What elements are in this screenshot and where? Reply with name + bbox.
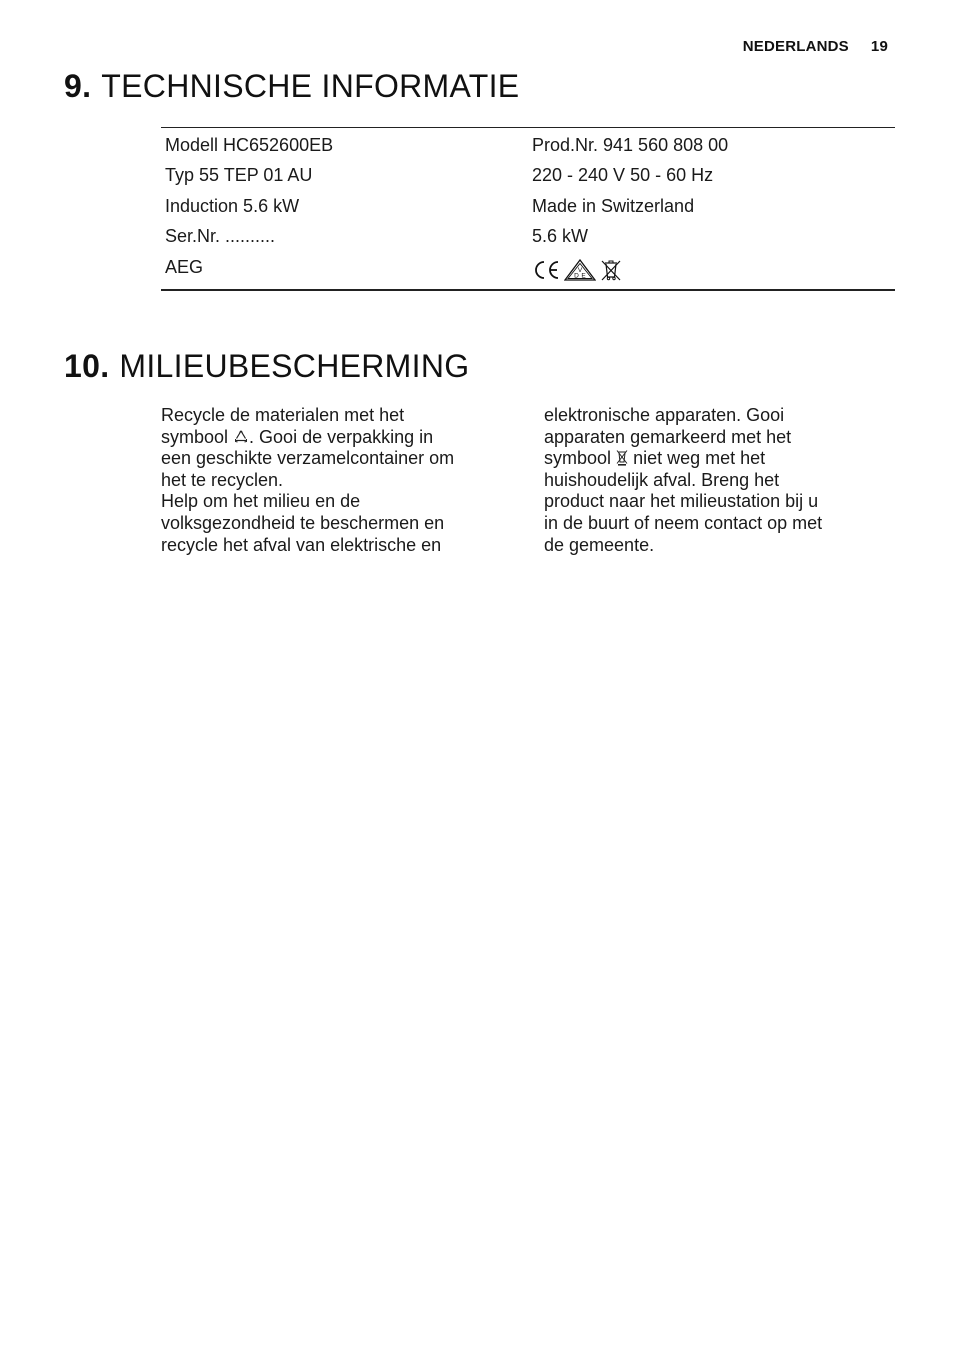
body-line: elektronische apparaten. Gooi — [544, 405, 785, 425]
section-title-environment — [64, 348, 469, 385]
body-text: symbool — [161, 426, 229, 447]
spec-cell-model: Modell HC652600EB — [165, 134, 334, 155]
body-column-left — [161, 405, 454, 556]
section-title-text: MILIEUBESCHERMING — [119, 348, 470, 384]
running-header — [743, 38, 888, 55]
spec-cell-power: 5.6 kW — [532, 226, 589, 247]
body-column-right — [544, 405, 822, 556]
weee-crossed-bin-icon — [600, 259, 622, 281]
body-line: een geschikte verzamelcontainer om — [161, 448, 455, 469]
certification-marks — [532, 259, 622, 281]
spec-row — [161, 252, 895, 283]
spec-cell-induction: Induction 5.6 kW — [165, 195, 300, 216]
body-line: recycle het afval van elektrische en — [161, 534, 442, 555]
body-text: symbool — [544, 448, 612, 469]
spec-cell-voltage: 220 - 240 V 50 - 60 Hz — [532, 165, 714, 186]
vde-mark-icon — [564, 259, 596, 281]
spec-cell-type: Typ 55 TEP 01 AU — [165, 165, 313, 186]
body-line — [544, 448, 822, 470]
body-text: . Gooi de verpakking in — [249, 426, 434, 447]
spec-row — [161, 130, 895, 161]
body-text: niet weg met het — [633, 448, 766, 469]
ce-mark-icon — [532, 259, 560, 281]
spec-cell-prod-nr: Prod.Nr. 941 560 808 00 — [532, 134, 729, 155]
spec-cell-serial: Ser.Nr. .......... — [165, 226, 276, 247]
page-number: 19 — [870, 38, 888, 55]
spec-table — [161, 127, 895, 291]
section-number: 9. — [64, 68, 92, 104]
spec-row — [161, 191, 895, 222]
body-line: product naar het milieustation bij u — [544, 491, 819, 512]
vde-letter-e: E — [581, 272, 586, 280]
spec-row — [161, 161, 895, 192]
section-number: 10. — [64, 348, 110, 384]
body-line: de gemeente. — [544, 534, 655, 555]
section-title-text: TECHNISCHE INFORMATIE — [101, 68, 520, 104]
body-line: in de buurt of neem contact op met — [544, 512, 823, 533]
weee-crossed-bin-icon — [616, 449, 628, 466]
body-line — [161, 427, 454, 449]
spec-row — [161, 222, 895, 253]
body-line: volksgezondheid te beschermen en — [161, 512, 445, 533]
body-line: Recycle de materialen met het — [161, 405, 405, 425]
header-language: NEDERLANDS — [742, 38, 849, 55]
spec-cell-brand: AEG — [165, 256, 204, 277]
body-line: apparaten gemarkeerd met het — [544, 426, 792, 447]
body-line: het te recyclen. — [161, 469, 284, 490]
section-title-technical-info — [64, 68, 519, 105]
body-line: Help om het milieu en de — [161, 491, 361, 512]
vde-letter-v: V — [577, 267, 583, 275]
recycle-icon — [233, 429, 249, 445]
vde-letter-d: D — [574, 272, 579, 280]
spec-cell-marks — [528, 253, 622, 281]
body-line: huishoudelijk afval. Breng het — [544, 469, 780, 490]
spec-cell-origin: Made in Switzerland — [532, 195, 695, 216]
